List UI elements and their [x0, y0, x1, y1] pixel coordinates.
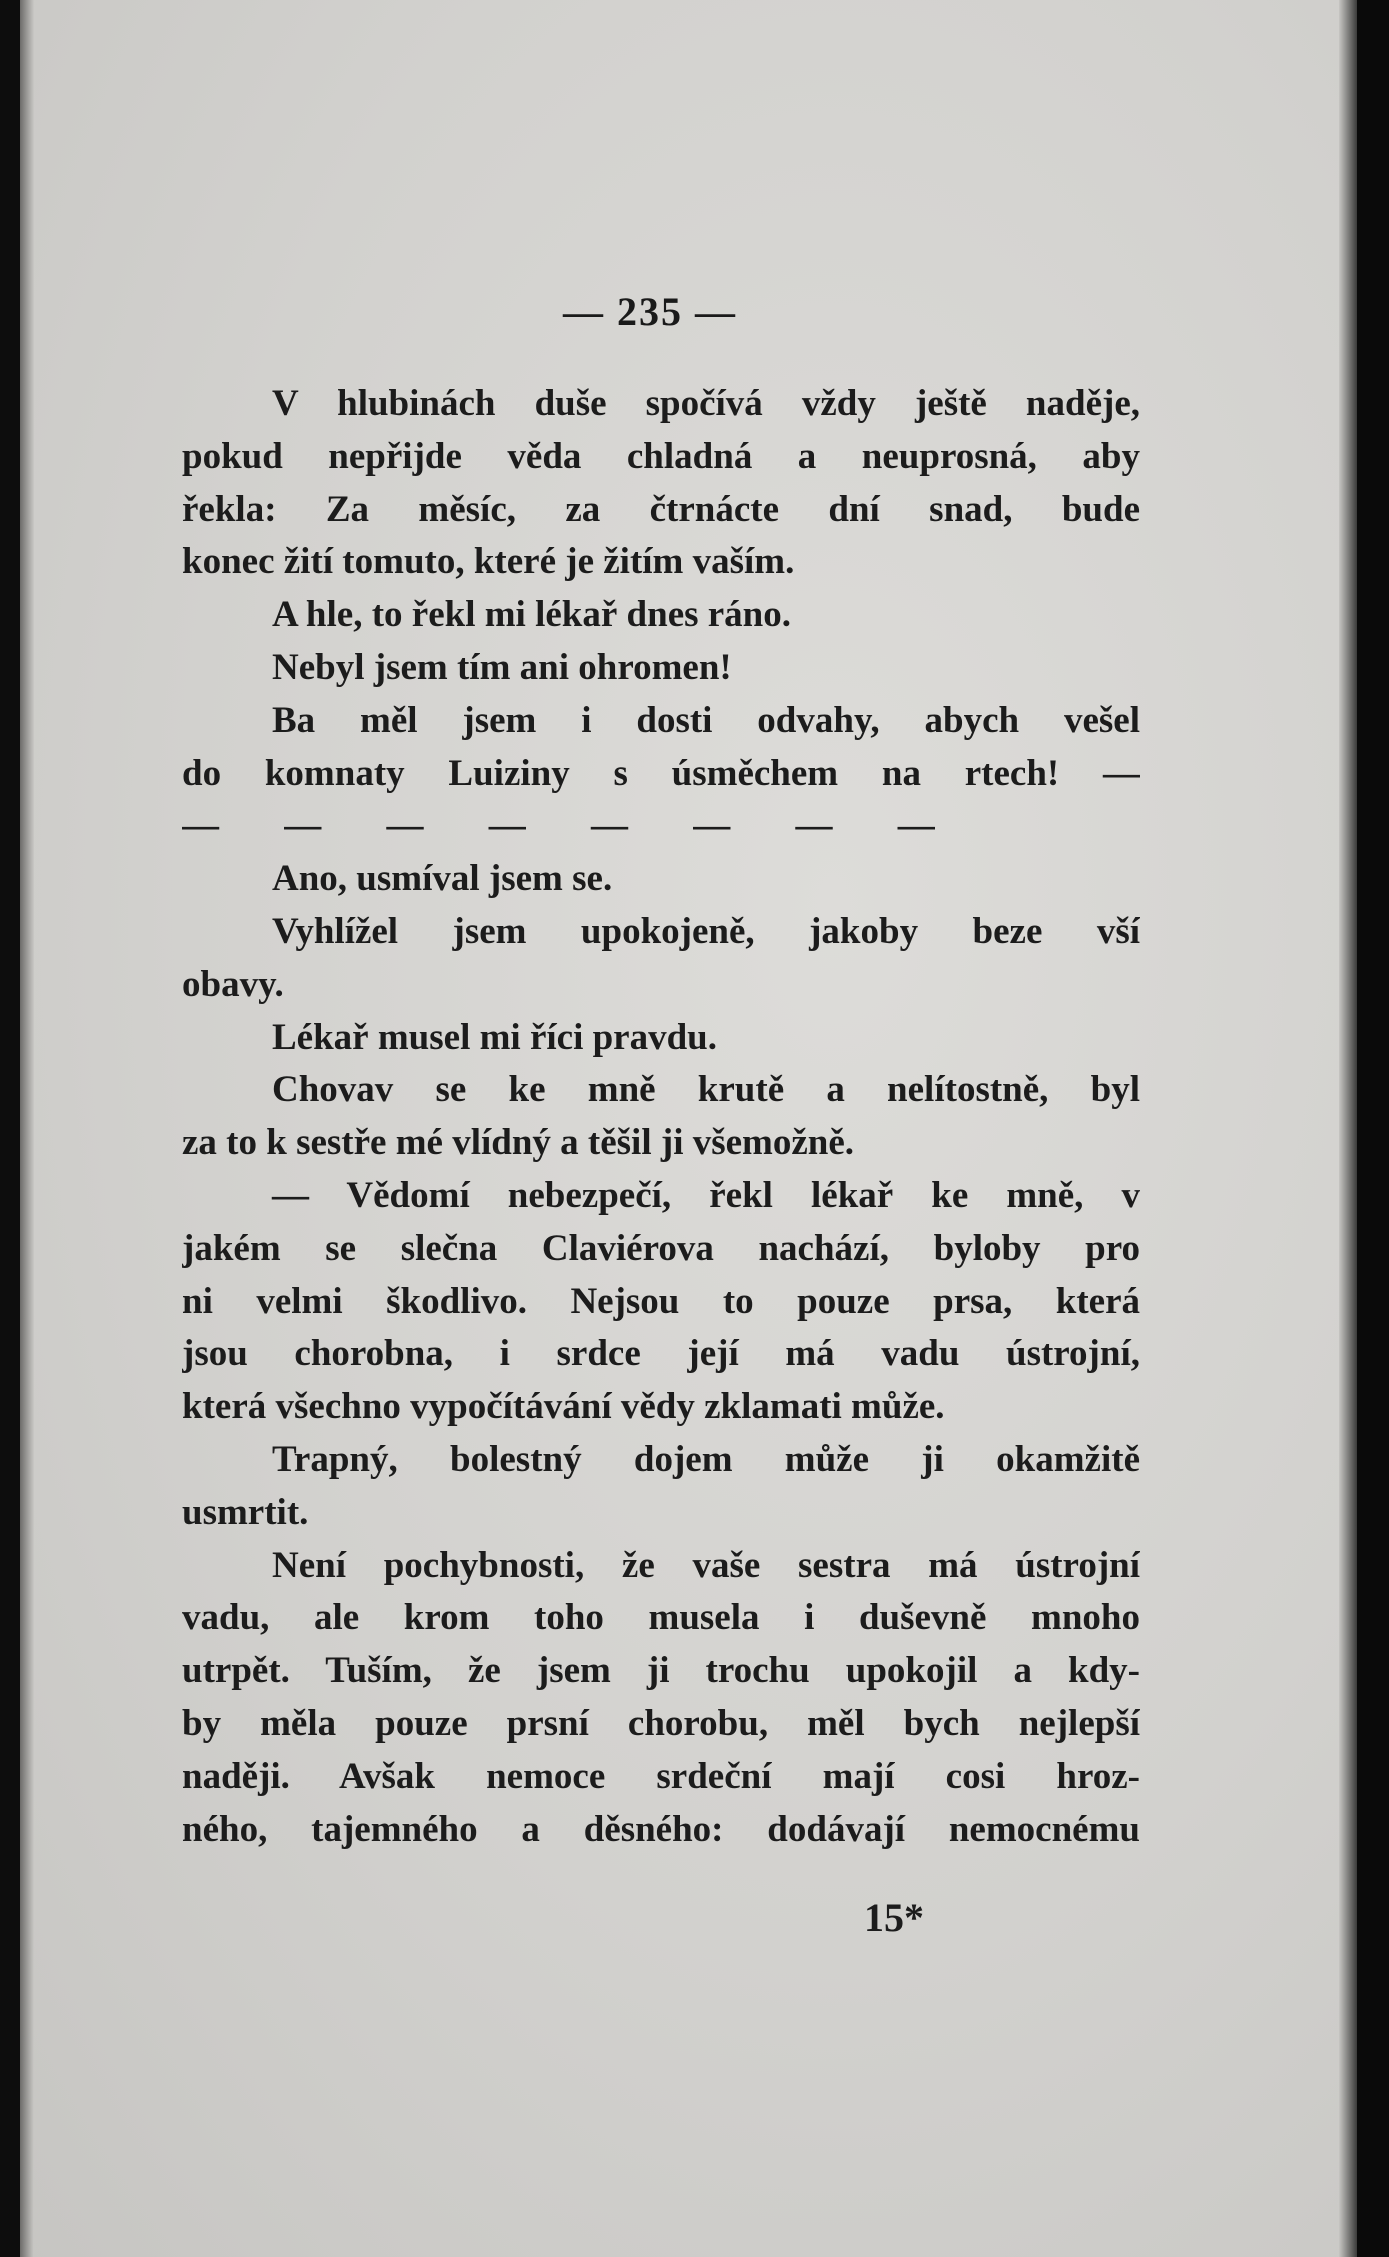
text-line: pokud nepřijde věda chladná a neuprosná, aby — [182, 435, 1140, 477]
dash-separator: — — — — — — — — — [182, 805, 963, 847]
text-line: Ano, usmíval jsem se. — [272, 858, 613, 900]
text-line: — Vědomí nebezpečí, řekl lékař ke mně, v — [272, 1174, 1140, 1216]
text-line: jakém se slečna Claviérova nachází, byloby pro — [182, 1227, 1140, 1269]
text-line: by měla pouze prsní chorobu, měl bych nejlepší — [182, 1702, 1140, 1744]
text-line: Lékař musel mi říci pravdu. — [272, 1016, 718, 1058]
scan-shadow-right — [1339, 0, 1357, 2257]
text-line: utrpět. Tuším, že jsem ji trochu upokojil a kdy- — [182, 1650, 1140, 1692]
page-number: — 235 — — [563, 289, 737, 334]
text-line: naději. Avšak nemoce srdeční mají cosi hroz- — [182, 1755, 1140, 1797]
text-line: Vyhlížel jsem upokojeně, jakoby beze vší — [272, 910, 1140, 952]
text-line: Nebyl jsem tím ani ohromen! — [272, 646, 732, 688]
scan-border-right — [1357, 0, 1389, 2257]
text-line: V hlubinách duše spočívá vždy ještě naděje, — [272, 383, 1140, 424]
text-line: usmrtit. — [182, 1491, 309, 1533]
scan-shadow-left — [20, 0, 34, 2257]
text-line: vadu, ale krom toho musela i duševně mnoho — [182, 1597, 1140, 1639]
body-text — [182, 378, 1140, 1856]
text-line: Ba měl jsem i dosti odvahy, abych vešel — [272, 699, 1140, 741]
text-line: Trapný, bolestný dojem může ji okamžitě — [272, 1438, 1140, 1480]
scan-border-left — [0, 0, 20, 2257]
signature-mark: 15* — [864, 1895, 924, 1940]
text-line: ni velmi škodlivo. Nejsou to pouze prsa, která — [182, 1280, 1140, 1322]
text-line: Není pochybnosti, že vaše sestra má ústrojní — [272, 1544, 1140, 1586]
text-line: řekla: Za měsíc, za čtrnácte dní snad, bude — [182, 488, 1140, 530]
text-line: do komnaty Luiziny s úsměchem na rtech! — — [182, 752, 1140, 794]
text-line: která všechno vypočítávání vědy zklamati může. — [182, 1386, 945, 1428]
text-line: konec žití tomuto, které je žitím vaším. — [182, 541, 795, 583]
text-line: za to k sestře mé vlídný a těšil ji všemožně. — [182, 1122, 855, 1164]
text-line: Chovav se ke mně krutě a nelítostně, byl — [272, 1069, 1140, 1111]
text-line: ného, tajemného a děsného: dodávají nemocnému — [182, 1808, 1140, 1850]
text-line: obavy. — [182, 963, 284, 1005]
text-line: A hle, to řekl mi lékař dnes ráno. — [272, 594, 792, 636]
text-line: jsou chorobna, i srdce její má vadu ústrojní, — [182, 1333, 1140, 1375]
